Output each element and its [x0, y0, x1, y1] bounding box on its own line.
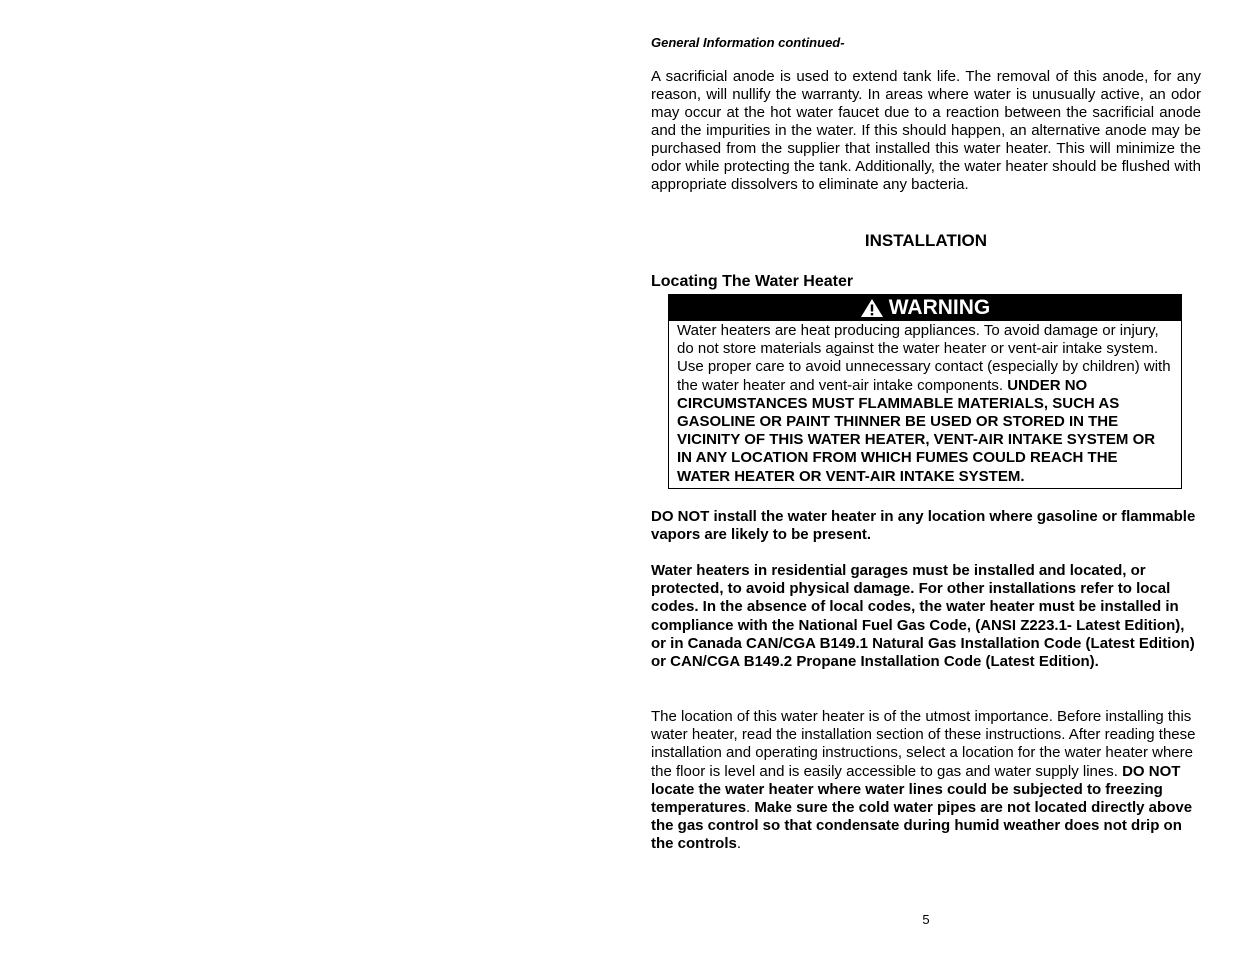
warning-body-normal: Water heaters are heat producing appliances. To avoid damage or injury, do not store materials against the water heater or vent-air intake system. Use proper care to avoid unnecessary contact (especially by children) with the water heater and vent-air intake components. — [677, 322, 1171, 394]
location-paragraph — [651, 708, 1201, 854]
location-bold-1: DO NOT locate the water heater where water lines could be subjected to freezing temperatures — [651, 762, 1181, 817]
anode-paragraph: A sacrificial anode is used to extend tank life. The removal of this anode, for any reason, will nullify the warranty. In areas where water is unusually active, an odor may occur at the hot water faucet due to a reaction between the sacrificial anode and the impurities in the water. If this should happen, an alternative anode may be purchased from the supplier that installed this water heater. This will minimize the odor while protecting the tank. Additionally, the water heater should be flushed with appropriate dissolvers to eliminate any bacteria. — [651, 68, 1201, 193]
warning-header — [669, 295, 1181, 321]
garage-paragraph: Water heaters in residential garages must be installed and located, or protected, to avoid physical damage. For other installations refer to local codes. In the absence of local codes, the water heater must be installed in compliance with the National Fuel Gas Code, (ANSI Z223.1- Latest Edition), or in Canada CAN/CGA B149.1 Natural Gas Installation Code (Latest Edition) or CAN/CGA B149.2 Propane Installation Code (Latest Edition). — [651, 562, 1195, 671]
warning-box — [668, 294, 1182, 489]
continued-header: General Information continued- — [651, 35, 845, 50]
warning-title: WARNING — [888, 296, 991, 319]
location-normal: The location of this water heater is of the utmost importance. Before installing this water heater, read the installation section of these instructions. After reading these installation and operating instructions, select a location for the water heater where the floor is level and is easily accessible to gas and water supply lines. — [651, 708, 1196, 780]
location-end: . — [736, 835, 742, 853]
page-number: 5 — [922, 912, 930, 927]
warning-triangle-icon — [860, 298, 884, 318]
locating-subheading: Locating The Water Heater — [651, 273, 854, 290]
warning-body — [669, 321, 1181, 488]
warning-body-bold: UNDER NO CIRCUMSTANCES MUST FLAMMABLE MATERIALS, SUCH AS GASOLINE OR PAINT THINNER BE USED OR STORED IN THE VICINITY OF THIS WATER HEATER, VENT-AIR INTAKE SYSTEM OR IN ANY LOCATION FROM WHICH FUMES COULD REACH THE WATER HEATER OR VENT-AIR INTAKE SYSTEM. — [677, 376, 1156, 485]
location-bold-2: Make sure the cold water pipes are not located directly above the gas control so that condensate during humid weather does not drip on the controls — [651, 799, 1193, 853]
installation-title: INSTALLATION — [864, 231, 988, 250]
location-sep: . — [746, 799, 755, 817]
do-not-paragraph: DO NOT install the water heater in any location where gasoline or flammable vapors are likely to be present. — [651, 508, 1196, 543]
